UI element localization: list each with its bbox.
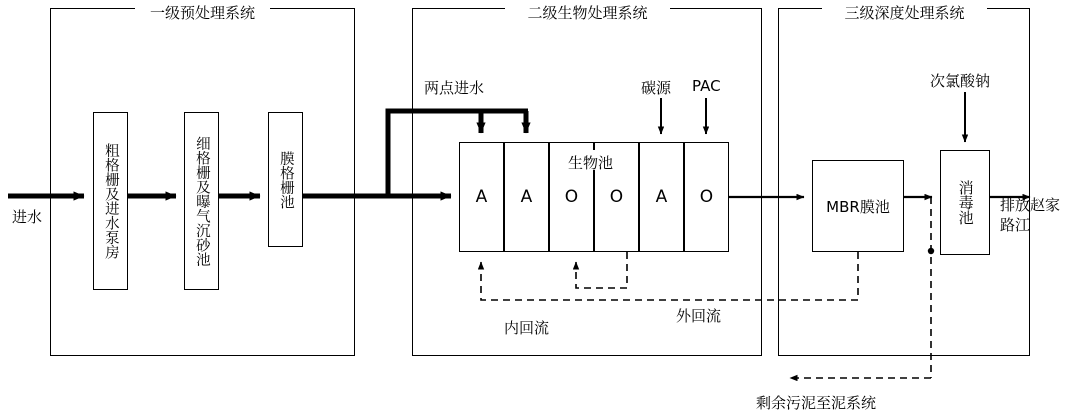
bio-cell-1: A: [459, 142, 504, 252]
label-carbon-source: 碳源: [641, 79, 672, 97]
unit-disinfection-label: 消毒池: [956, 180, 975, 225]
label-pac: PAC: [692, 77, 721, 95]
label-naclo: 次氯酸钠: [930, 72, 991, 90]
bio-cell-6: O: [684, 142, 729, 252]
label-inflow: 进水: [12, 208, 43, 226]
unit-membrane-screen: 膜格栅池: [268, 112, 303, 247]
group-title-primary: 一级预处理系统: [149, 4, 255, 22]
group-title-secondary: 二级生物处理系统: [527, 4, 648, 22]
unit-disinfection: [940, 150, 990, 255]
label-sludge: 剩余污泥至泥系统: [756, 394, 877, 412]
label-external-recycle: 外回流: [676, 307, 722, 325]
bio-tank-label: 生物池: [568, 154, 614, 172]
label-two-point-inflow: 两点进水: [424, 79, 485, 97]
group-title-tertiary: 三级深度处理系统: [844, 4, 965, 22]
label-internal-recycle: 内回流: [504, 319, 550, 337]
label-outflow-text: 排放赵家路江: [1000, 196, 1061, 234]
unit-coarse-screen: 粗格栅及进水泵房: [93, 112, 128, 290]
bio-cell-3: O: [549, 142, 594, 252]
unit-mbr: MBR膜池: [812, 160, 904, 252]
bio-cell-4: O: [594, 142, 639, 252]
label-outflow: [1000, 196, 1078, 235]
bio-cell-2: A: [504, 142, 549, 252]
bio-cell-5: A: [639, 142, 684, 252]
unit-fine-screen: 细格栅及曝气沉砂池: [184, 112, 219, 290]
